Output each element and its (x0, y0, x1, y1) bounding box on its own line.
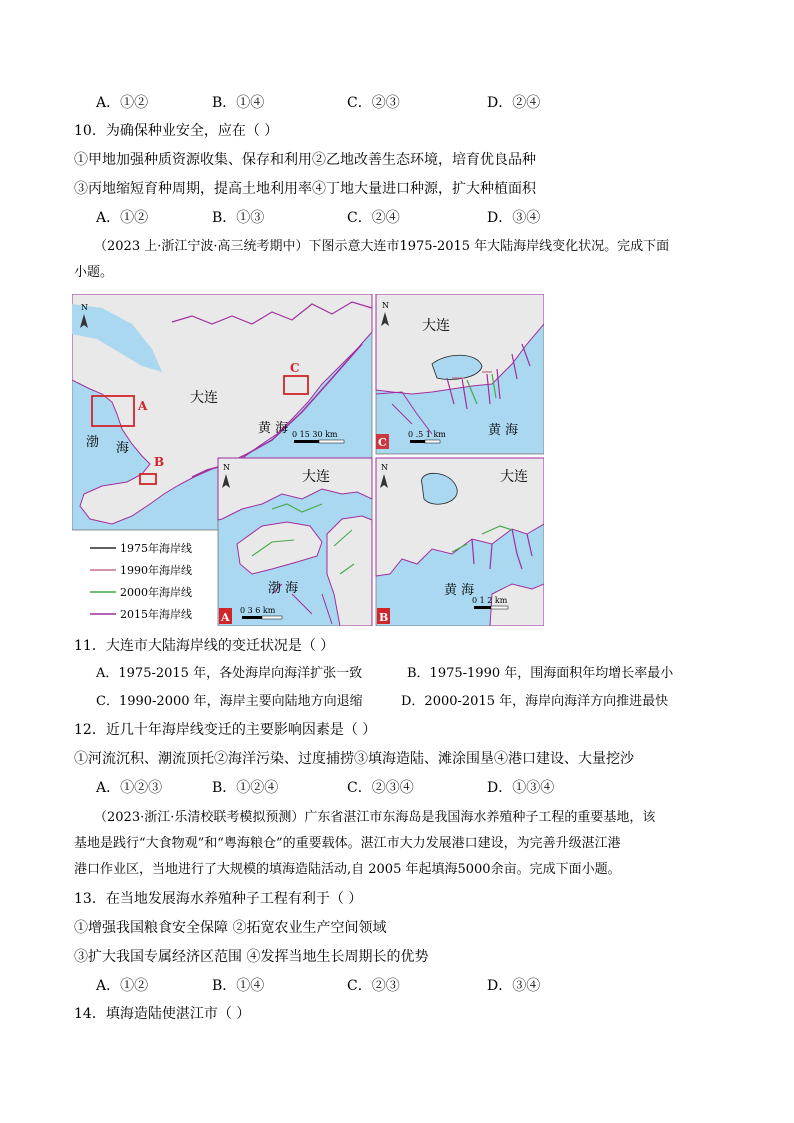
q11-option-b: B．1975-1990 年，围海面积年均增长率最小 (407, 666, 674, 681)
panel-a-sea-label: 渤 海 (268, 581, 299, 596)
panel-c (376, 294, 544, 454)
legend-1990-label: 1990年海岸线 (120, 564, 192, 577)
legend-1975-label: 1975年海岸线 (120, 542, 192, 555)
box-c-label: C (290, 361, 300, 375)
q13-option-c: C．②③ (347, 978, 400, 994)
q10-option-a: A．①② (96, 210, 149, 226)
svg-text:0 15 30 km: 0 15 30 km (292, 430, 338, 439)
q12-stem: 12．近几十年海岸线变迁的主要影响因素是（ ） (74, 722, 377, 738)
q12-option-b: B．①②④ (212, 780, 279, 796)
panel-b-scale-bar (472, 596, 508, 609)
svg-text:0 3 6 km: 0 3 6 km (240, 606, 276, 615)
panel-b-sea-label: 黄 海 (444, 583, 475, 598)
q11-option-a: A．1975-2015 年，各处海岸向海洋扩张一致 (96, 666, 363, 681)
main-sea-west-label-2: 海 (116, 441, 130, 456)
main-sea-east-label: 黄 海 (258, 421, 289, 436)
q10-choice-line-1: ①甲地加强种质资源收集、保存和利用②乙地改善生态环境，培育优良品种 (74, 152, 536, 168)
main-scale-bar (292, 430, 344, 443)
q12-option-a: A．①②③ (96, 780, 163, 796)
intro2-line-1: （2023·浙江·乐清校联考模拟预测）广东省湛江市东海岛是我国海水养殖种子工程的重要基地，该 (94, 810, 656, 825)
svg-text:0 .5 1 km: 0 .5 1 km (408, 430, 446, 439)
main-city-label: 大连 (190, 390, 218, 406)
panel-c-city-label: 大连 (422, 318, 450, 334)
panel-c-sea-label: 黄 海 (488, 423, 519, 438)
q13-stem: 13．在当地发展海水养殖种子工程有利于（ ） (74, 891, 363, 907)
svg-text:N: N (382, 301, 389, 310)
panel-b-tag: B (379, 611, 389, 624)
q11-option-c: C．1990-2000 年，海岸主要向陆地方向退缩 (96, 694, 363, 709)
box-b-label: B (154, 455, 165, 469)
q13-choice-line-1: ①增强我国粮食安全保障 ②拓宽农业生产空间领域 (74, 920, 387, 936)
q13-choice-line-2: ③扩大我国专属经济区范围 ④发挥当地生长周期长的优势 (74, 949, 429, 965)
q10-stem: 10．为确保种业安全，应在（ ） (74, 123, 279, 139)
q10-option-d: D．③④ (487, 210, 541, 226)
q13-option-b: B．①④ (212, 978, 265, 994)
q11-option-d: D．2000-2015 年，海岸向海洋方向推进最快 (401, 694, 669, 709)
intro1-line-2: 小题。 (74, 265, 114, 280)
q9-option-b: B．①④ (212, 95, 265, 111)
panel-a (218, 458, 372, 626)
q11-stem: 11．大连市大陆海岸线的变迁状况是（ ） (74, 638, 335, 654)
svg-text:N: N (381, 463, 388, 472)
panel-b (376, 458, 544, 626)
q12-option-c: C．②③④ (347, 780, 414, 796)
legend-2015-label: 2015年海岸线 (120, 608, 192, 621)
q10-option-b: B．①③ (212, 210, 265, 226)
svg-text:0 1 2 km: 0 1 2 km (472, 596, 508, 605)
legend-2000-label: 2000年海岸线 (120, 586, 192, 599)
panel-c-tag-text: C (378, 436, 387, 449)
q9-option-d: D．②④ (487, 95, 541, 111)
panel-a-city-label: 大连 (302, 469, 330, 485)
q12-choice-line-1: ①河流沉积、潮流顶托②海洋污染、过度捕捞③填海造陆、滩涂围垦④港口建设、大量挖沙 (74, 751, 634, 767)
intro2-line-3: 港口作业区，当地进行了大规模的填海造陆活动,自 2005 年起填海5000余亩。完成下面小题。 (74, 862, 621, 877)
q12-option-d: D．①③④ (487, 780, 555, 796)
q14-stem: 14．填海造陆使湛江市（ ） (74, 1006, 251, 1022)
q10-option-c: C．②④ (347, 210, 400, 226)
intro2-line-2: 基地是践行“大食物观”和“粤海粮仓”的重要载体。湛江市大力发展港口建设，为完善升级湛江港 (74, 836, 621, 851)
q13-option-a: A．①② (96, 978, 149, 994)
panel-a-tag: A (221, 611, 230, 624)
svg-text:N: N (223, 463, 230, 472)
svg-text:N: N (81, 303, 88, 312)
q9-option-a: A．①② (96, 95, 149, 111)
q10-choice-line-2: ③丙地缩短育种周期，提高土地利用率④丁地大量进口种源，扩大种植面积 (74, 181, 536, 197)
panel-b-city-label: 大连 (500, 469, 528, 485)
intro1-line-1: （2023 上·浙江宁波·高三统考期中）下图示意大连市1975-2015 年大陆海岸线变化状况。完成下面 (94, 239, 670, 254)
dalian-coastline-map (72, 294, 544, 626)
main-sea-west-label-1: 渤 (86, 435, 100, 450)
q9-option-c: C．②③ (347, 95, 400, 111)
q13-option-d: D．③④ (487, 978, 541, 994)
map-legend (72, 532, 216, 626)
box-a-label: A (138, 399, 148, 413)
